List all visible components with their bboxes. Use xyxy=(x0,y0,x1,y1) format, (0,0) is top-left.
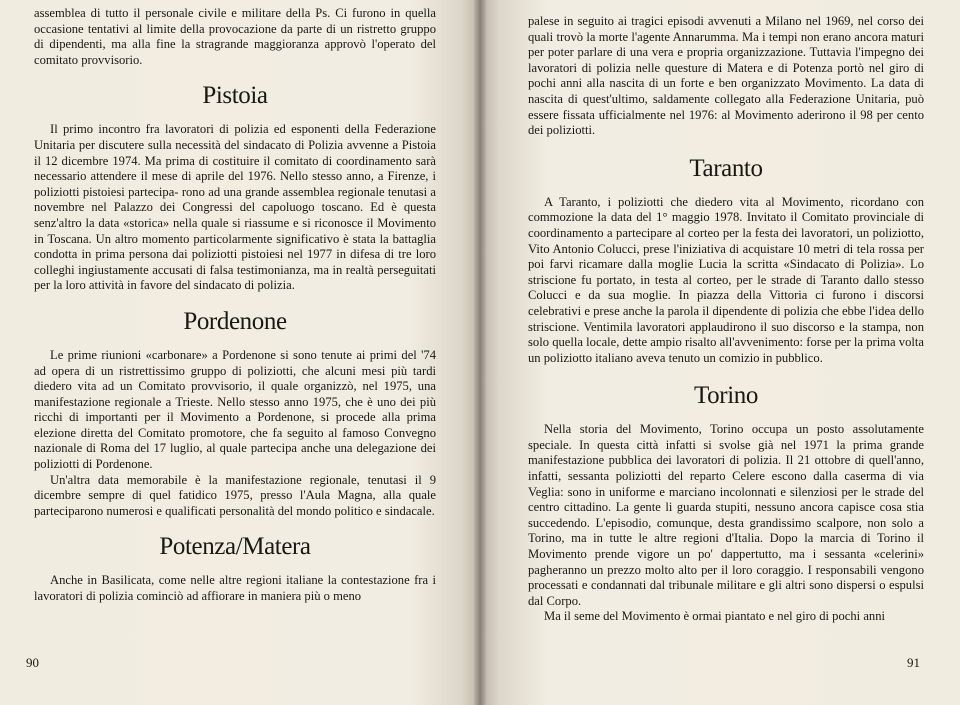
torino-paragraph-1: Nella storia del Movimento, Torino occupa un posto assolutamente speciale. In questa città infatti si svolse già nel 1971 la prima grande manifestazione pubblica dei lavoratori di polizia. Il 21 ottobre di quell'anno, infatti, sessanta poliziotti del reparto Celere escono dalla caserma di via Veglia: sono in uniforme e marciano incolonnati e silenziosi per le strade del centro cittadino. La gente li guarda stupiti, nessuno ancora capisce cosa stia succedendo. L'episodio, comunque, desta grandissimo scalpore, non solo a Torino, ma in tutte le altre regioni d'Italia. Dopo la marcia di Torino il Movimento prende vigore un po' dappertutto, ma i sessanta «celerini» pagheranno un prezzo molto alto per il loro coraggio. I responsabili vengono processati e condannati dal tribunale militare e gli altri sono dispersi o espulsi dal Corpo. xyxy=(528,422,924,608)
section-heading-pordenone: Pordenone xyxy=(183,307,287,335)
page-number-left: 90 xyxy=(26,655,39,670)
left-intro-paragraph: assemblea di tutto il personale civile e militare della Ps. Ci furono in quella occasione tentativi al limite della provocazione da parte di un ristretto gruppo di dipendenti, ma alla fine la stragrande maggioranza approvò l'operato del comitato provvisorio. xyxy=(34,6,436,67)
right-intro-paragraph: palese in seguito ai tragici episodi avvenuti a Milano nel 1969, nel corso dei quali trovò la morte l'agente Annarumma. Ma i tempi non erano ancora maturi per poter parlare di una vera e propria organizzazione. Tuttavia l'impegno dei lavoratori di polizia nelle questure di Matera e di Potenza portò nel giro di pochi anni alla nascita di un forte e ben organizzato Movimento. La data di nascita di quest'ultimo, saldamente collegato alla Federazione Unitaria, può essere fissata ufficialmente nel 1976: al Movimento aderirono il 98 per cento dei poliziotti. xyxy=(528,14,924,138)
taranto-paragraph: A Taranto, i poliziotti che diedero vita al Movimento, ricordano con commozione la data del 1° maggio 1978. Invitato il Comitato provinciale di coordinamento a partecipare al corteo per la festa dei lavoratori, un poliziotto, Vito Antonio Colucci, prese l'iniziativa di acquistare 10 metri di tela rossa per poi farvi ricamare dalla moglie Lucia la scritta «Sindacato di Polizia». Lo striscione fu portato, in testa al corteo, per le strade di Taranto dallo stesso Colucci e da sua moglie. In piazza della Vittoria ci furono i discorsi celebrativi e prese anche la parola il dipendente di polizia che ebbe l'idea dello striscione. Ventimila lavoratori applaudirono il suo discorso e la stampa, non solo quella locale, dette ampio risalto all'avvenimento: forse per la prima volta un poliziotto italiano aveva tenuto un comizio in pubblico. xyxy=(528,194,924,365)
section-heading-pistoia: Pistoia xyxy=(202,82,268,110)
right-page xyxy=(480,0,960,705)
pordenone-paragraph-1: Le prime riunioni «carbonare» a Pordenone si sono tenute ai primi del '74 ad opera di un ristrettissimo gruppo di poliziotti, che alcuni mesi più tardi diedero vita ad un Comitato provvisorio, il quale organizzò, nel 1975, una manifestazione regionale a Trieste. Nello stesso anno 1975, che è uno dei più ricchi di importanti per il Movimento a Pordenone, si procede alla prima elezione diretta del Comitato promotore, che fa seguito al famoso Convegno nazionale di Roma del 17 luglio, al quale partecipa anche una delegazione dei poliziotti di Pordenone. xyxy=(34,347,436,472)
potenza-matera-paragraph: Anche in Basilicata, come nelle altre regioni italiane la contestazione fra i lavoratori di polizia cominciò ad affiorare in maniera più o meno xyxy=(34,573,436,604)
pordenone-paragraph-2: Un'altra data memorabile è la manifestazione regionale, tenutasi il 9 dicembre sempre di quel fatidico 1975, presso l'Aula Magna, alla quale parteciparono numerosi e qualificati personalità del mondo politico e sindacale. xyxy=(34,472,436,518)
section-heading-potenza-matera: Potenza/Matera xyxy=(159,533,311,561)
book-gutter xyxy=(474,0,486,705)
pistoia-paragraph: Il primo incontro fra lavoratori di polizia ed esponenti della Federazione Unitaria per discutere sulla necessità del sindacato di Polizia avvenne a Pistoia il 12 dicembre 1974. Ma prima di costituire il comitato di coordinamento sarà necessario attendere il mese di aprile del 1976. Nello stesso anno, a Firenze, i poliziotti pistoiesi partecipa- rono ad una grande assemblea regionale tenutasi a novembre nel Palazzo dei Congressi del capoluogo toscano. Ed è questa senz'altro la data «storica» nella quale si riassume e si riconosce il Movimento in Toscana. Un altro momento particolarmente significativo è stata la battaglia condotta in prima persona dai poliziotti pistoiesi nel 1977 in difesa di tre loro colleghi ingiustamente accusati di falsa testimonianza, ma in realtà perseguitati per la loro attività in favore del sindacato di polizia. xyxy=(34,122,436,293)
section-heading-torino: Torino xyxy=(694,382,758,410)
page-number-right: 91 xyxy=(907,655,920,670)
torino-paragraph-2: Ma il seme del Movimento è ormai piantato e nel giro di pochi anni xyxy=(544,609,885,624)
section-heading-taranto: Taranto xyxy=(689,154,763,182)
